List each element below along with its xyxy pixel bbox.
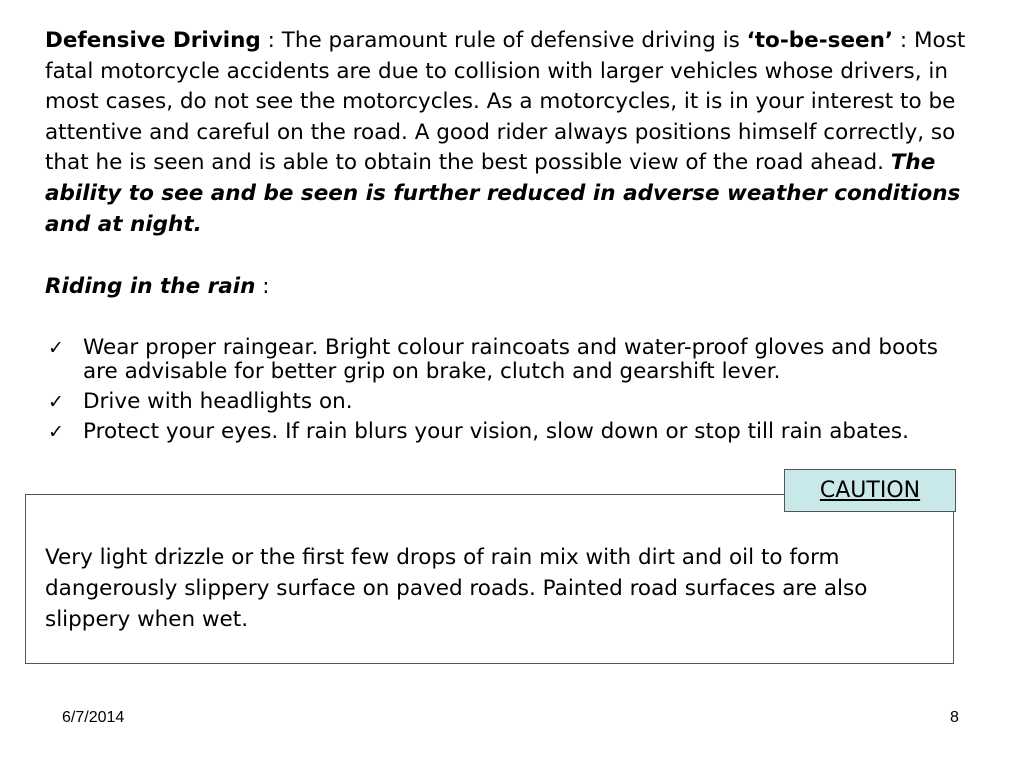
footer-date: 6/7/2014 (62, 709, 125, 726)
to-be-seen-quote: ‘to-be-seen’ (746, 28, 894, 53)
page-number: 8 (950, 709, 959, 726)
caution-label: CAUTION (784, 469, 956, 512)
intro-paragraph (45, 26, 975, 240)
intro-emphasis: The ability to see and be seen is further reduced in adverse weather conditions and at night. (45, 150, 961, 237)
list-item (45, 390, 975, 414)
caution-text: Very light drizzle or the first few drops of rain mix with dirt and oil to form dangerously slippery surface on paved roads. Painted road surfaces are also slippery when wet. (45, 545, 868, 632)
rain-subheading (45, 272, 270, 302)
intro-body: : Most fatal motorcycle accidents are due to collision with larger vehicles whose drivers, in most cases, do not see the motorcycles. As a motorcycles, it is in your interest to be attentive and careful on the road. A good rider always positions himself correctly, so that he is seen and is able to obtain the best possible view of the road ahead. (45, 28, 966, 176)
list-item (45, 420, 975, 444)
defensive-driving-heading: Defensive Driving (45, 28, 261, 53)
rain-tips-list (45, 336, 975, 450)
list-item-text: Drive with headlights on. (83, 389, 353, 414)
checkmark-icon: ✓ (48, 337, 64, 359)
checkmark-icon: ✓ (48, 391, 64, 413)
list-item-text: Protect your eyes. If rain blurs your vision, slow down or stop till rain abates. (83, 419, 909, 444)
caution-box (25, 494, 954, 664)
list-item (45, 336, 975, 384)
list-item-text: Wear proper raingear. Bright colour raincoats and water-proof gloves and boots are advisable for better grip on brake, clutch and gearshift lever. (83, 335, 939, 384)
rain-suffix: : (255, 274, 270, 299)
checkmark-icon: ✓ (48, 421, 64, 443)
intro-lead: : The paramount rule of defensive driving is (260, 28, 747, 53)
rain-heading: Riding in the rain (45, 274, 256, 299)
